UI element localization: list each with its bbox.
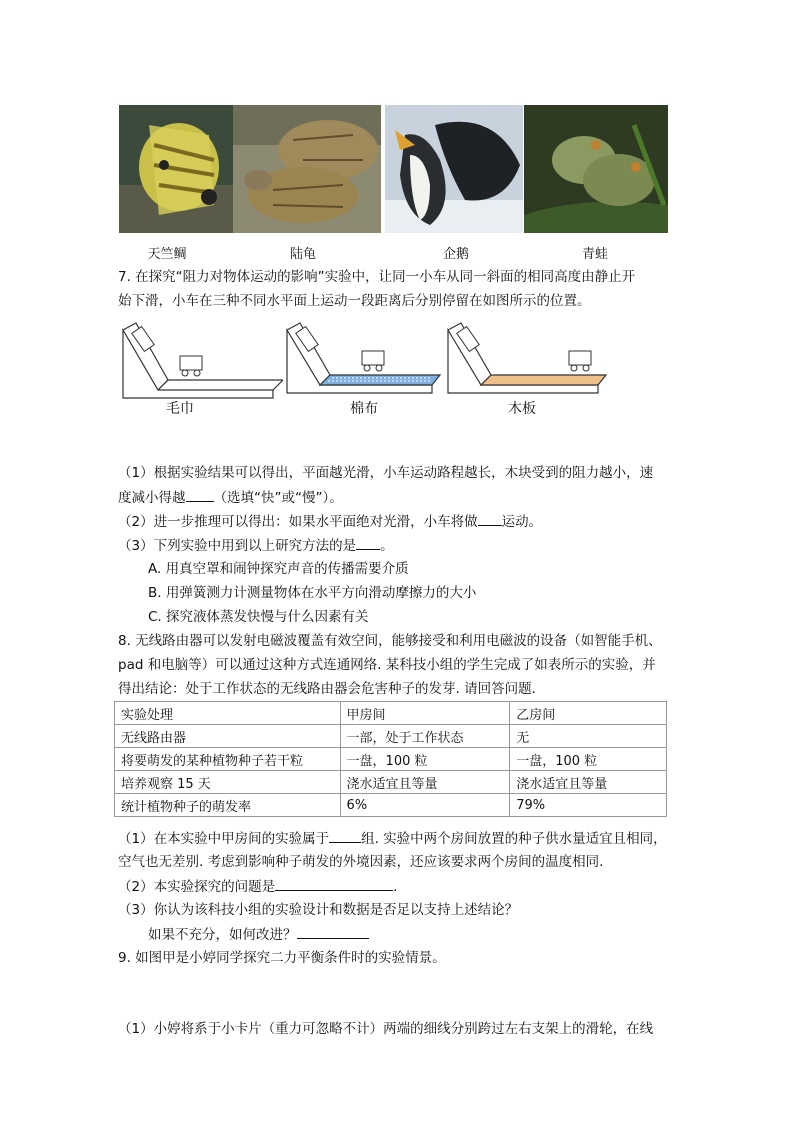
q8-part1-line1: （1）在本实验中甲房间的实验属于 组. 实验中两个房间放置的种子供水量适宜且相同， <box>118 831 667 847</box>
table-row: 统计植物种子的萌发率 6% 79% <box>115 794 667 817</box>
answer-blank[interactable] <box>275 877 393 891</box>
answer-blank[interactable] <box>297 925 369 939</box>
animal-label-fish: 天竺鲷 <box>147 247 187 262</box>
tortoise-photo <box>233 105 381 233</box>
q7-option-c: C. 探究液体蒸发快慢与什么因素有关 <box>148 609 369 625</box>
surface-label-cotton: 棉布 <box>350 401 378 417</box>
q7-part3: （3）下列实验中用到以上研究方法的是 。 <box>118 538 394 554</box>
q9-stem: 9. 如图甲是小婷同学探究二力平衡条件时的实验情景。 <box>118 950 446 966</box>
answer-blank[interactable] <box>186 488 214 502</box>
experiment-table <box>114 701 667 817</box>
animal-label-frog: 青蛙 <box>581 247 608 262</box>
penguin-photo <box>385 105 523 233</box>
q7-part1-line2: 度减小得越 （选填“快”或“慢”）。 <box>118 490 343 506</box>
table-row: 培养观察 15 天 浇水适宜且等量 浇水适宜且等量 <box>115 771 667 794</box>
q8-part2: （2）本实验探究的问题是 . <box>118 879 398 895</box>
q9-part1: （1）小婷将系于小卡片（重力可忽略不计）两端的细线分别跨过左右支架上的滑轮，在线 <box>118 1021 654 1037</box>
table-row: 将要萌发的某种植物种子若干粒 一盘，100 粒 一盘，100 粒 <box>115 748 667 771</box>
q7-part2: （2）进一步推理可以得出：如果水平面绝对光滑，小车将做 运动。 <box>118 514 543 530</box>
table-row: 无线路由器 一部，处于工作状态 无 <box>115 725 667 748</box>
q8-stem-line2: pad 和电脑等）可以通过这种方式连通网络. 某科技小组的学生完成了如表所示的实验，并 <box>118 657 656 673</box>
fish-photo <box>119 105 233 233</box>
towel-setup <box>118 318 283 428</box>
answer-blank[interactable] <box>329 829 361 843</box>
q8-part1-line2: 空气也无差别. 考虑到影响种子萌发的外境因素，还应该要求两个房间的温度相同. <box>118 854 604 870</box>
surface-label-towel: 毛巾 <box>166 401 194 417</box>
q7-stem-line2: 始下滑，小车在三种不同水平面上运动一段距离后分别停留在如图所示的位置。 <box>118 293 591 309</box>
q7-stem-line1: 7. 在探究“阻力对物体运动的影响”实验中，让同一小车从同一斜面的相同高度由静止开 <box>118 269 636 285</box>
surface-label-wood: 木板 <box>508 401 536 417</box>
animal-label-tortoise: 陆龟 <box>289 247 316 262</box>
q8-stem-line3: 得出结论：处于工作状态的无线路由器会危害种子的发芽. 请回答问题. <box>118 681 536 697</box>
q8-stem-line1: 8. 无线路由器可以发射电磁波覆盖有效空间，能够接受和利用电磁波的设备（如智能手机、 <box>118 633 662 649</box>
q7-part1-line1: （1）根据实验结果可以得出，平面越光滑，小车运动路程越长，木块受到的阻力越小，速 <box>118 465 654 481</box>
frog-photo <box>524 105 668 233</box>
answer-blank[interactable] <box>478 512 502 526</box>
q7-option-a: A. 用真空罩和闹钟探究声音的传播需要介质 <box>148 561 409 577</box>
q8-part3-followup: 如果不充分，如何改进？ <box>148 925 369 945</box>
table-row: 实验处理 甲房间 乙房间 <box>115 702 667 725</box>
q7-option-b: B. 用弹簧测力计测量物体在水平方向滑动摩擦力的大小 <box>148 585 477 601</box>
q8-part3: （3）你认为该科技小组的实验设计和数据是否足以支持上述结论？ <box>118 902 519 918</box>
animal-label-penguin: 企鹅 <box>442 247 469 262</box>
answer-blank[interactable] <box>356 536 380 550</box>
